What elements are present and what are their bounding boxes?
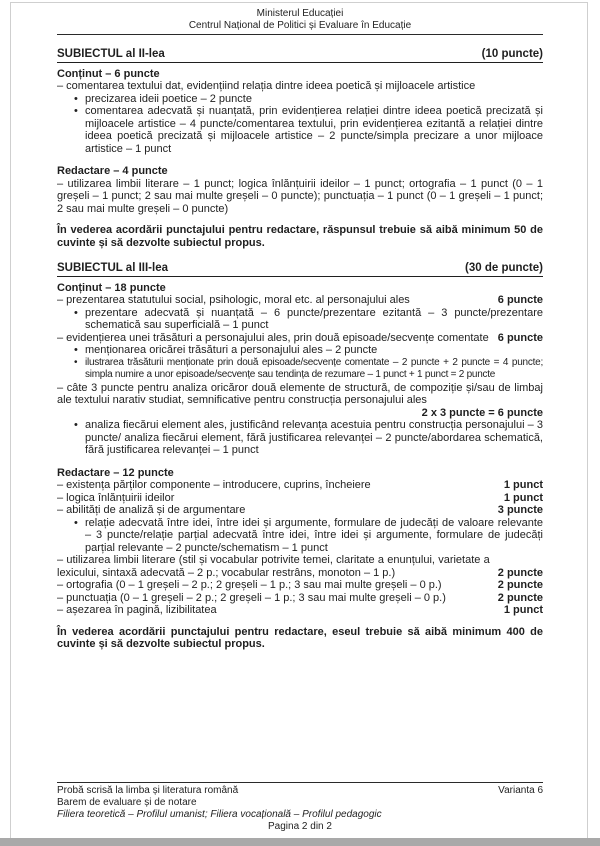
footer-exam-name: Probă scrisă la limba și literatura română (57, 785, 239, 796)
subject2-points: (10 puncte) (481, 48, 543, 60)
footer-variant: Varianta 6 (498, 785, 543, 796)
redactare-row-3-score: 3 puncte (497, 504, 543, 516)
subject3-content-score-line: 2 x 3 puncte = 6 puncte (421, 406, 543, 419)
subject3-title-row (57, 262, 543, 277)
redactare-row-7-score: 1 punct (503, 604, 543, 616)
subject2-content-bullet1: • precizarea ideii poetice – 2 puncte (57, 93, 543, 106)
redactare-row-7-text: – așezarea în pagină, lizibilitatea (57, 604, 217, 616)
footer-row-1 (57, 785, 543, 797)
redactare-row-3-bullet: • relație adecvată între idei, între idei și argumente, formulare de judecăți de valoare relevante – 3 puncte/relație parțial adecvată între idei, între idei și argumente, formulare de judecăți parțial relevante – 2 puncte/schematism – 1 punct (57, 517, 543, 555)
footer-filiera: Filiera teoretică – Profilul umanist; Filiera vocațională – Profilul pedagogic (57, 809, 382, 820)
subject3-note: În vederea acordării punctajului pentru redactare, eseul trebuie să aibă minimum 400 de cuvinte și să dezvolte subiectul propus. (57, 625, 543, 650)
subject3-points: (30 de puncte) (465, 262, 543, 274)
redactare-row-1 (57, 479, 543, 492)
redactare-row-6 (57, 592, 543, 605)
footer-barem: Barem de evaluare și de notare (57, 797, 197, 808)
subject3-content-heading: Conținut – 18 puncte (57, 281, 166, 294)
redactare-row-6-score: 2 puncte (497, 591, 543, 604)
ministry-title: Ministerul Educației (256, 8, 344, 19)
document-header (57, 8, 543, 32)
document-footer (57, 782, 543, 833)
subject3-content-item1 (57, 294, 543, 307)
subject3-content-item3: – câte 3 puncte pentru analiza oricăror două elemente de structură, de compoziție și/sau de limbaj ale textului narativ studiat, semnificative pentru construcția personajului ales (57, 381, 543, 406)
redactare-row-3-text: – abilități de analiză și de argumentare (57, 504, 246, 516)
redactare-row-1-text: – existența părților componente – introducere, cuprins, încheiere (57, 479, 371, 491)
subject3-content-bullet1: • prezentare adecvată și nuanțată – 6 puncte/prezentare ezitantă – 3 puncte/prezentare schematică sau superficială – 1 punct (57, 307, 543, 332)
redactare-row-2-score: 1 punct (503, 491, 543, 504)
page-bottom-edge (0, 838, 600, 846)
subject3-content-bullet4: • analiza fiecărui element ales, justificând relevanța acestuia pentru construcția personajului – 3 puncte/ analiza fiecărui element, fără justificarea relevanței – 2 puncte/abordarea schematică, fără justificarea relevanței – 1 punct (57, 419, 543, 457)
redactare-row-2 (57, 492, 543, 505)
item2-text: – evidențierea unei trăsături a personajului ales, prin două episoade/secvențe comentate (57, 331, 489, 344)
redactare-row-2-text: – logica înlănțuirii ideilor (57, 491, 175, 504)
subject3-content-item2 (57, 332, 543, 345)
redactare-row-5 (57, 579, 543, 592)
subject3-content-bullet3: • ilustrarea trăsăturii menționate prin două episoade/secvențe comentate – 2 puncte + 2 puncte = 4 puncte; simpla numire a unor episoade/secvențe sau tendința de rezumare – 1 punct + 1 punct = 2 puncte (57, 357, 543, 382)
redactare-row-1-score: 1 punct (503, 479, 543, 491)
subject3-content-bullet2: • menționarea oricărei trăsături a personajului ales – 2 puncte (57, 344, 543, 357)
center-title: Centrul Național de Politici și Evaluare în Educație (188, 20, 412, 31)
document-content (57, 8, 543, 651)
subject2-content-heading: Conținut – 6 puncte (57, 67, 160, 80)
redactare-row-3 (57, 504, 543, 517)
redactare-row-4 (57, 554, 543, 579)
redactare-row-5-text: – ortografia (0 – 1 greșeli – 2 p.; 2 greșeli – 1 p.; 3 sau mai multe greșeli – 0 p.) (57, 579, 442, 591)
subject2-redactare-heading: Redactare – 4 puncte (57, 165, 168, 177)
item1-text: – prezentarea statutului social, psihologic, moral etc. al personajului ales (57, 294, 410, 306)
redactare-row-5-score: 2 puncte (497, 579, 543, 591)
subject3-redactare-heading: Redactare – 12 puncte (57, 466, 174, 479)
footer-divider (57, 782, 543, 783)
subject2-content-dash1: – comentarea textului dat, evidențiind relația dintre ideea poetică și mijloacele artistice (57, 80, 476, 92)
redactare-row-4-text: – utilizarea limbii literare (stil și vocabular potrivite temei, claritate a enunțului, varietate a lexicului, sintaxă adecvată – 2 p.; vocabular restrâns, monoton – 1 p.) (57, 554, 490, 579)
subject2-content-bullet2: • comentarea adecvată și nuanțată, prin evidențierea relației dintre ideea poetică precizată și mijloacele artistice – 4 puncte/comentarea textului, prin evidențierea ezitantă a relației dintre ideea poetică precizată și mijloacele artistice – 2 puncte/simpla precizare a unor mijloace artistice – 1 punct (57, 105, 543, 155)
footer-page-number: Pagina 2 din 2 (268, 821, 332, 832)
redactare-row-7 (57, 604, 543, 617)
header-divider (57, 34, 543, 35)
redactare-row-6-text: – punctuația (0 – 1 greșeli – 2 p.; 2 greșeli – 1 p.; 3 sau mai multe greșeli – 0 p.) (57, 591, 446, 604)
item2-score: 6 puncte (497, 331, 543, 344)
item1-score: 6 puncte (497, 294, 543, 306)
subject2-redactare-dash1: – utilizarea limbii literare – 1 punct; logica înlănțuirii ideilor – 1 punct; ortografia – 1 punct (0 – 1 greșeli – 1 punct; 2 sau mai multe greșeli – 0 puncte); punctuația – 1 punct (0 – 1 greșeli – 1 punct; 2 sau mai multe greșeli – 0 puncte) (57, 177, 543, 215)
subject2-note: În vederea acordării punctajului pentru redactare, răspunsul trebuie să aibă minimum 50 de cuvinte și să dezvolte subiectul propus. (57, 224, 543, 249)
subject2-title-row (57, 48, 543, 63)
redactare-row-4-score: 2 puncte (497, 566, 543, 579)
subject2-title: SUBIECTUL al II-lea (57, 48, 165, 60)
subject3-title: SUBIECTUL al III-lea (57, 262, 168, 274)
